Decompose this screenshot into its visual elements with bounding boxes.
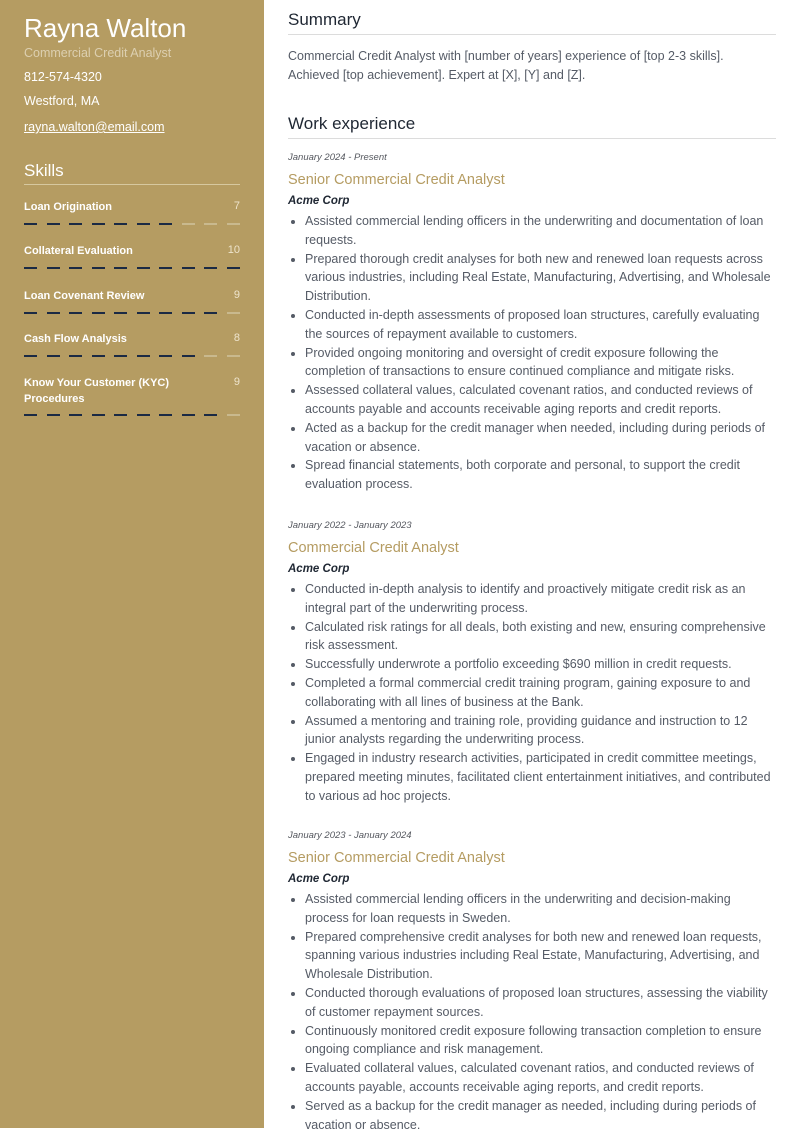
job-title: Commercial Credit Analyst [288,540,459,556]
skill-rating-segment-filled [159,414,172,416]
phone-number: 812-574-4320 [24,70,102,84]
job-entry [288,152,776,494]
job-dates: January 2022 - January 2023 [288,520,412,531]
skill-name: Cash Flow Analysis [24,333,127,345]
job-bullet: • Spread financial statements, both corporate and personal, to support the credit evaluation process. [305,456,776,494]
skill-rating-segment-filled [69,414,82,416]
skill-rating-segment-filled [92,312,105,314]
skill-rating-segment-empty [227,355,240,357]
skill-level: 10 [227,244,240,256]
skill-rating-segment-filled [159,312,172,314]
job-bullet: • Conducted in-depth assessments of proposed loan structures, carefully evaluating the sources of repayment available to customers. [305,306,776,344]
skill-rating-segment-filled [137,267,150,269]
skill-name: Loan Covenant Review [24,290,145,302]
location: Westford, MA [24,94,100,108]
skill-rating-segment-filled [137,414,150,416]
skill-rating-segment-filled [92,223,105,225]
skill-rating-segment-empty [204,355,217,357]
skill-rating-segment-filled [69,267,82,269]
job-bullet: • Conducted in-depth analysis to identify and proactively mitigate credit risk as an integral part of the underwriting process. [305,580,776,618]
skill-rating-segment-empty [204,223,217,225]
skill-rating-segment-filled [47,414,60,416]
job-bullet: • Assumed a mentoring and training role, providing guidance and instruction to 12 junior analysts regarding the underwriting process. [305,712,776,750]
skill-rating-bar [24,355,240,357]
skill-rating-segment-filled [47,223,60,225]
job-bullet: • Assisted commercial lending officers in the underwriting and documentation of loan requests. [305,212,776,250]
skill-level: 7 [233,200,240,212]
skill-rating-segment-filled [69,312,82,314]
skill-rating-bar [24,414,240,416]
skill-name: Loan Origination [24,201,112,213]
job-bullet: • Evaluated collateral values, calculated covenant ratios, and conducted reviews of accounts payable, accounts receivable aging reports, and credit reports. [305,1059,776,1097]
job-bullet: • Successfully underwrote a portfolio exceeding $690 million in credit requests. [305,655,776,674]
skills-heading: Skills [24,161,64,180]
work-experience-divider [288,138,776,139]
skill-level: 8 [233,332,240,344]
job-bullet: • Prepared thorough credit analyses for both new and renewed loan requests across various industries, including Real Estate, Manufacturing, Advertising, and Wholesale Distribution. [305,250,776,306]
skill-rating-segment-empty [227,223,240,225]
job-bullet: • Completed a formal commercial credit training program, gaining exposure to and collaborating with all lines of business at the Bank. [305,674,776,712]
skill-rating-segment-filled [24,355,37,357]
skill-rating-segment-filled [204,312,217,314]
skill-rating-segment-filled [137,355,150,357]
job-dates: January 2024 - Present [288,152,387,163]
skill-rating-segment-filled [24,267,37,269]
candidate-title: Commercial Credit Analyst [24,46,172,60]
skill-rating-segment-filled [159,223,172,225]
job-company: Acme Corp [288,873,350,885]
skill-rating-segment-filled [47,355,60,357]
skill-name: Know Your Customer (KYC) Procedures [24,377,170,405]
job-entry [288,830,776,1134]
skill-rating-segment-filled [182,355,195,357]
job-bullet-list [288,580,776,806]
skill-rating-segment-filled [182,267,195,269]
job-company: Acme Corp [288,563,350,575]
skill-rating-segment-empty [182,223,195,225]
job-bullet: • Provided ongoing monitoring and oversight of credit exposure following the completion of transactions to ensure continued compliance and mitigate risks. [305,344,776,382]
job-bullet: • Prepared comprehensive credit analyses for both new and renewed loan requests, spanning various industries including Real Estate, Manufacturing, Advertising, and Wholesale Distribution. [305,928,776,984]
job-entry [288,520,776,806]
skill-rating-segment-filled [182,414,195,416]
summary-divider [288,34,776,35]
summary-heading: Summary [288,10,361,29]
skill-level: 9 [233,376,240,388]
skill-rating-segment-filled [114,267,127,269]
skill-rating-segment-filled [24,312,37,314]
job-bullet: • Served as a backup for the credit manager as needed, including during periods of vacation or absence. [305,1097,776,1134]
skill-rating-segment-filled [92,414,105,416]
skill-rating-segment-filled [92,267,105,269]
job-bullet: • Continuously monitored credit exposure following transaction completion to ensure ongoing compliance and risk management. [305,1022,776,1060]
skill-rating-segment-empty [227,414,240,416]
skill-rating-bar [24,312,240,314]
skill-rating-segment-filled [182,312,195,314]
skill-rating-segment-filled [69,223,82,225]
skills-divider [24,184,240,185]
job-bullet: • Assessed collateral values, calculated covenant ratios, and conducted reviews of accounts payable and accounts receivable aging reports and credit reports. [305,381,776,419]
job-bullet: • Acted as a backup for the credit manager when needed, including during periods of vacation or absence. [305,419,776,457]
job-bullet: • Conducted thorough evaluations of proposed loan structures, assessing the viability of customer repayment sources. [305,984,776,1022]
work-experience-heading: Work experience [288,114,416,133]
sidebar [0,0,264,1128]
skill-rating-segment-filled [24,414,37,416]
skill-rating-segment-filled [114,312,127,314]
skill-rating-segment-filled [204,267,217,269]
job-dates: January 2023 - January 2024 [288,830,412,841]
skill-name: Collateral Evaluation [24,245,133,257]
skill-rating-segment-filled [47,267,60,269]
skill-rating-segment-empty [227,312,240,314]
job-bullet-list [288,212,776,494]
email-link[interactable]: rayna.walton@email.com [24,120,165,134]
job-bullet-list [288,890,776,1134]
skill-level: 9 [233,289,240,301]
job-company: Acme Corp [288,195,350,207]
skill-rating-segment-filled [69,355,82,357]
skill-rating-segment-filled [159,355,172,357]
skill-rating-segment-filled [159,267,172,269]
skill-rating-segment-filled [227,267,240,269]
job-bullet: • Assisted commercial lending officers in the underwriting and decision-making process for loan requests in Sweden. [305,890,776,928]
job-bullet: • Engaged in industry research activities, participated in credit committee meetings, prepared meeting minutes, facilitated client entertainment initiatives, and contributed to various ad hoc projects. [305,749,776,805]
summary-text: Commercial Credit Analyst with [number of years] experience of [top 2-3 skills]. Achieved [top achievement]. Expert at [X], [Y] and [Z]. [288,49,724,82]
skill-rating-segment-filled [114,414,127,416]
job-title: Senior Commercial Credit Analyst [288,172,505,188]
job-bullet: • Calculated risk ratings for all deals, both existing and new, ensuring comprehensive risk assessment. [305,618,776,656]
candidate-name: Rayna Walton [24,13,187,43]
skill-rating-bar [24,267,240,269]
skill-rating-segment-filled [137,223,150,225]
skill-rating-segment-filled [114,355,127,357]
skill-rating-segment-filled [47,312,60,314]
job-title: Senior Commercial Credit Analyst [288,850,505,866]
skill-rating-segment-filled [114,223,127,225]
skill-rating-segment-filled [204,414,217,416]
skill-rating-segment-filled [137,312,150,314]
skill-rating-bar [24,223,240,225]
skill-rating-segment-filled [92,355,105,357]
skill-rating-segment-filled [24,223,37,225]
